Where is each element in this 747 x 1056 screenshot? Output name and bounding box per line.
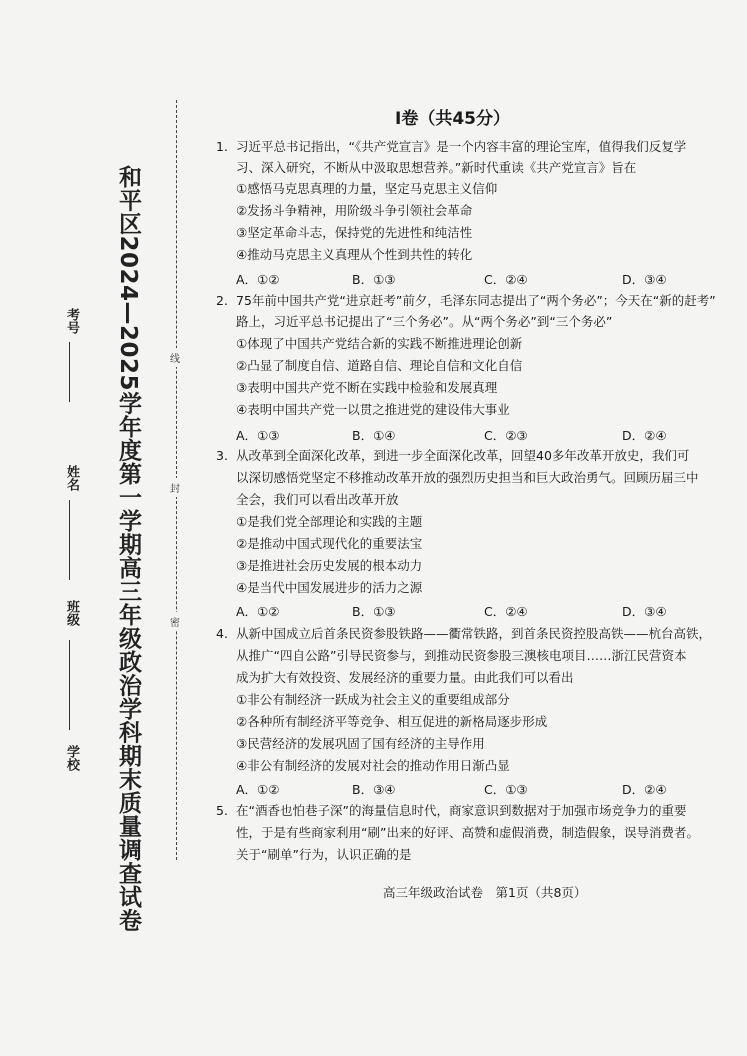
choice-c: C．②③ bbox=[484, 428, 528, 443]
question-number: 5. bbox=[216, 803, 228, 818]
statement-option: ③民营经济的发展巩固了国有经济的主导作用 bbox=[236, 736, 485, 751]
question-number: 1. bbox=[216, 139, 228, 154]
question-stem-line: 从改革到全面深化改革，到进一步全面深化改革，回望40多年改革开放史，我们可 bbox=[236, 448, 690, 463]
page-footer: 高三年级政治试卷 第1页（共8页） bbox=[383, 885, 587, 900]
statement-option: ①体现了中国共产党结合新的实践不断推进理论创新 bbox=[236, 336, 523, 351]
question-stem-line: 从新中国成立后首条民资参股铁路——衢常铁路，到首条民资控股高铁——杭台高铁， bbox=[236, 626, 712, 641]
question-stem-line: 习、深入研究，不断从中汲取思想营养。”新时代重读《共产党宣言》旨在 bbox=[236, 160, 637, 175]
choice-d: D．②④ bbox=[622, 428, 667, 443]
statement-option: ①感悟马克思真理的力量，坚定马克思主义信仰 bbox=[236, 181, 498, 196]
binding-word-line: 线 bbox=[170, 348, 180, 367]
statement-option: ②发扬斗争精神，用阶级斗争引领社会革命 bbox=[236, 203, 473, 218]
question-number: 3. bbox=[216, 448, 228, 463]
statement-option: ①是我们党全部理论和实践的主题 bbox=[236, 514, 423, 529]
binding-word-sealed: 封 bbox=[170, 478, 180, 497]
binding-word-seal: 密 bbox=[170, 612, 180, 631]
question-stem-line: 从推广“四自公路”引导民资参与，到推动民资参股三澳核电项目……浙江民营资本 bbox=[236, 648, 687, 663]
choice-d: D．②④ bbox=[622, 782, 667, 797]
question-stem-line: 习近平总书记指出，“《共产党宣言》是一个内容丰富的理论宝库，值得我们反复学 bbox=[236, 139, 687, 154]
choice-b: B．③④ bbox=[352, 782, 396, 797]
question-stem-line: 75年前中国共产党“进京赶考”前夕，毛泽东同志提出了“两个务必”；今天在“新的赶考” bbox=[236, 293, 716, 308]
field-exam-no-line bbox=[69, 342, 70, 402]
field-name-label: 姓名 bbox=[64, 465, 79, 491]
question-number: 2. bbox=[216, 293, 228, 308]
field-exam-no-label: 考号 bbox=[64, 308, 79, 334]
question-stem-line: 路上，习近平总书记提出了“三个务必”。从“两个务必”到“三个务必” bbox=[236, 314, 613, 329]
question-stem-line: 以深切感悟党坚定不移推动改革开放的强烈历史担当和巨大政治勇气。回顾历届三中 bbox=[236, 470, 699, 485]
choice-c: C．②④ bbox=[484, 272, 528, 287]
statement-option: ③坚定革命斗志，保持党的先进性和纯洁性 bbox=[236, 225, 473, 240]
field-name-line bbox=[69, 500, 70, 580]
choice-a: A．①② bbox=[236, 782, 280, 797]
question-stem-line: 在“酒香也怕巷子深”的海量信息时代，商家意识到数据对于加强市场竞争力的重要 bbox=[236, 803, 687, 818]
question-stem-line: 关于“刷单”行为，认识正确的是 bbox=[236, 847, 412, 862]
statement-option: ②凸显了制度自信、道路自信、理论自信和文化自信 bbox=[236, 358, 523, 373]
statement-option: ③是推进社会历史发展的根本动力 bbox=[236, 558, 423, 573]
statement-option: ①非公有制经济一跃成为社会主义的重要组成部分 bbox=[236, 692, 510, 707]
field-class-line bbox=[69, 640, 70, 730]
question-number: 4. bbox=[216, 626, 228, 641]
choice-d: D．③④ bbox=[622, 272, 667, 287]
statement-option: ④是当代中国发展进步的活力之源 bbox=[236, 580, 423, 595]
choice-a: A．①③ bbox=[236, 428, 280, 443]
statement-option: ②是推动中国式现代化的重要法宝 bbox=[236, 536, 423, 551]
choice-b: B．①④ bbox=[352, 428, 396, 443]
choice-b: B．①③ bbox=[352, 604, 396, 619]
choice-c: C．①③ bbox=[484, 782, 528, 797]
choice-d: D．③④ bbox=[622, 604, 667, 619]
choice-a: A．①② bbox=[236, 604, 280, 619]
statement-option: ④表明中国共产党一以贯之推进党的建设伟大事业 bbox=[236, 402, 510, 417]
field-class-label: 班级 bbox=[64, 600, 79, 626]
question-stem-line: 成为扩大有效投资、发展经济的重要力量。由此我们可以看出 bbox=[236, 670, 574, 685]
choice-c: C．②④ bbox=[484, 604, 528, 619]
choice-b: B．①③ bbox=[352, 272, 396, 287]
statement-option: ②各种所有制经济平等竞争、相互促进的新格局逐步形成 bbox=[236, 714, 548, 729]
question-stem-line: 全会，我们可以看出改革开放 bbox=[236, 492, 399, 507]
statement-option: ③表明中国共产党不断在实践中检验和发展真理 bbox=[236, 380, 498, 395]
statement-option: ④推动马克思主义真理从个性到共性的转化 bbox=[236, 247, 473, 262]
section-title: I卷（共45分） bbox=[395, 109, 510, 129]
choice-a: A．①② bbox=[236, 272, 280, 287]
statement-option: ④非公有制经济的发展对社会的推动作用日渐凸显 bbox=[236, 758, 510, 773]
question-stem-line: 性，于是有些商家利用“刷”出来的好评、高赞和虚假消费，制造假象，误导消费者。 bbox=[236, 825, 699, 840]
exam-vertical-title: 和平区2024—2025学年度第一学期高三年级政治学科期末质量调查试卷 bbox=[115, 165, 141, 932]
field-school-label: 学校 bbox=[64, 745, 79, 771]
